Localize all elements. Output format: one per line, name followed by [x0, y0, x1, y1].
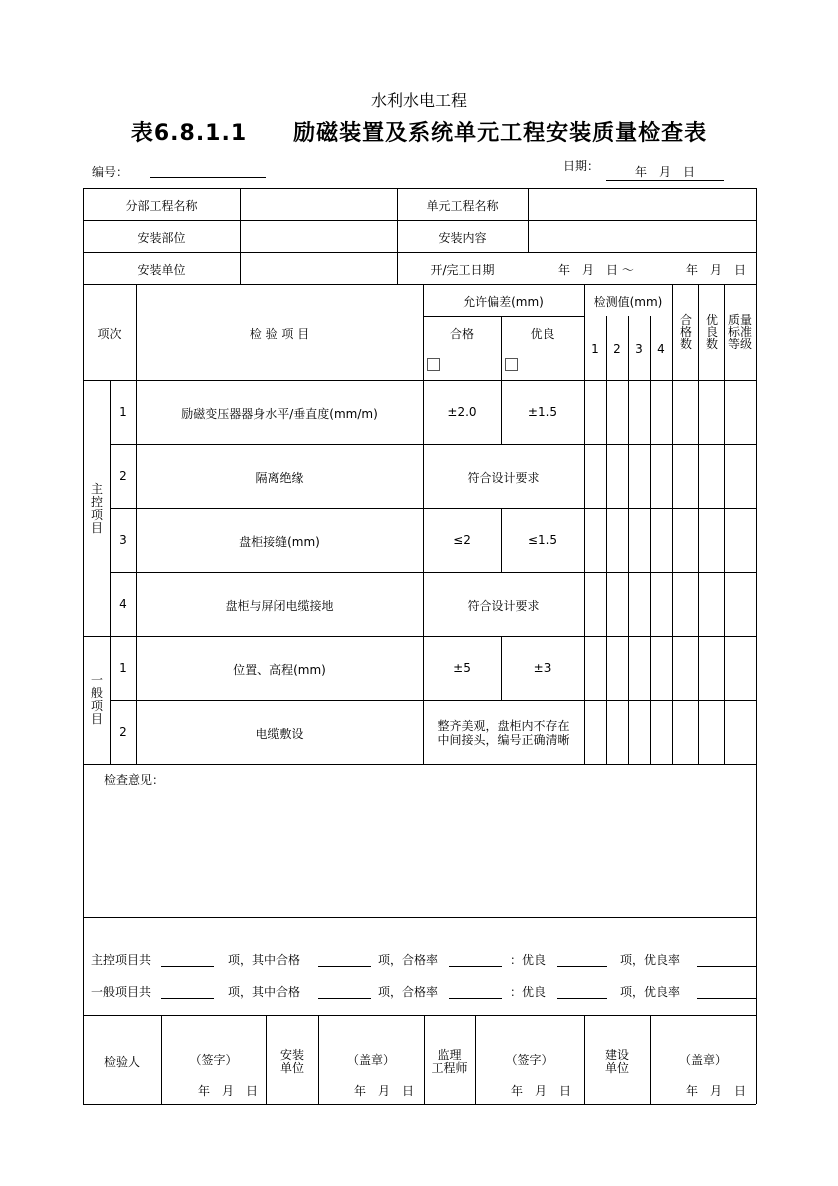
measure-col-1: 1	[591, 342, 599, 356]
general-excellent-field[interactable]	[557, 998, 607, 999]
row-merged: 符合设计要求	[467, 471, 540, 485]
main-rate-field[interactable]	[449, 966, 502, 967]
main-total-field[interactable]	[161, 966, 214, 967]
row-no: 3	[119, 533, 127, 547]
opinion-field[interactable]	[84, 790, 756, 916]
install-unit-date: 年 月 日	[354, 1084, 415, 1098]
row-qualified: ≤2	[453, 533, 471, 547]
supervisor-sign[interactable]: （签字）	[505, 1053, 554, 1067]
code-label: 编号：	[92, 165, 129, 179]
general-summary-excellent-rate: 项，优良率	[620, 985, 681, 999]
row-item: 位置、高程(mm)	[233, 663, 326, 677]
row-no: 2	[119, 469, 127, 483]
construction-unit-label-1: 建设	[604, 1048, 629, 1062]
start-end-label: 开/完工日期	[430, 263, 495, 277]
measure-col-2: 2	[613, 342, 621, 356]
general-summary-prefix: 一般项目共	[91, 985, 152, 999]
construction-unit-label-2: 单位	[604, 1061, 629, 1075]
main-excellent-rate-field[interactable]	[697, 966, 756, 967]
page-subtitle: 水利水电工程	[370, 91, 467, 110]
row-merged-line1: 整齐美观，盘柜内不存在	[437, 719, 570, 733]
general-total-field[interactable]	[161, 998, 214, 999]
install-unit-field[interactable]	[241, 253, 397, 284]
row-qualified: ±2.0	[447, 405, 477, 419]
measure-col-3: 3	[635, 342, 643, 356]
row-qualified: ±5	[453, 661, 471, 675]
main-summary-excellent-rate: 项，优良率	[620, 953, 681, 967]
general-summary-excellent-mid: ：优良	[510, 985, 547, 999]
general-pass-field[interactable]	[318, 998, 371, 999]
pass-count-header: 合格数	[679, 313, 692, 351]
check-item-header: 检 验 项 目	[249, 327, 310, 341]
end-date[interactable]: 年 月 日	[686, 263, 747, 277]
measure-col-4: 4	[657, 342, 665, 356]
main-items-group: 主控项目	[90, 482, 103, 535]
inspector-date: 年 月 日	[198, 1084, 259, 1098]
row-excellent: ±3	[533, 661, 552, 675]
general-rate-field[interactable]	[449, 998, 502, 999]
tolerance-header: 允许偏差(mm)	[463, 295, 544, 309]
date-value[interactable]: 年 月 日	[606, 163, 724, 181]
inspector-sign[interactable]: （签字）	[189, 1053, 238, 1067]
install-content-field[interactable]	[529, 221, 756, 252]
row-merged-line2: 中间接头，编号正确清晰	[437, 733, 570, 747]
install-location-label: 安装部位	[137, 231, 186, 245]
code-field[interactable]	[150, 177, 266, 178]
supervisor-date: 年 月 日	[511, 1084, 572, 1098]
install-unit-label: 安装单位	[137, 263, 186, 277]
row-item: 励磁变压器器身水平/垂直度(mm/m)	[181, 407, 378, 421]
row-item: 电缆敷设	[255, 727, 304, 741]
row-item: 盘柜与屏闭电缆接地	[225, 599, 334, 613]
install-content-label: 安装内容	[438, 231, 487, 245]
main-summary-prefix: 主控项目共	[91, 953, 152, 967]
qualified-checkbox[interactable]	[427, 358, 440, 371]
qualified-header: 合格	[449, 327, 474, 341]
row-item: 隔离绝缘	[255, 471, 304, 485]
unit-project-label: 单元工程名称	[426, 199, 499, 213]
excellent-header: 优良	[530, 327, 555, 341]
general-excellent-rate-field[interactable]	[697, 998, 756, 999]
quality-grade-header: 质量标准等级	[727, 313, 752, 351]
row-excellent: ≤1.5	[527, 533, 558, 547]
install-unit-sign-label-1: 安装	[279, 1048, 304, 1062]
sub-project-field[interactable]	[241, 189, 397, 220]
date-label: 日期：	[563, 159, 600, 173]
construction-unit-stamp[interactable]: （盖章）	[678, 1053, 727, 1067]
row-no: 1	[119, 661, 127, 675]
unit-project-field[interactable]	[529, 189, 756, 220]
main-summary-rate-mid: 项，合格率	[378, 953, 439, 967]
item-no-header: 项次	[97, 327, 122, 341]
install-location-field[interactable]	[241, 221, 397, 252]
row-merged: 符合设计要求	[467, 599, 540, 613]
general-summary-item-mid: 项，其中合格	[228, 985, 301, 999]
general-items-group: 一般项目	[90, 673, 103, 726]
row-item: 盘柜接缝(mm)	[239, 535, 320, 549]
excellent-count-header: 优良数	[705, 313, 718, 351]
opinion-label: 检查意见：	[104, 773, 165, 787]
row-excellent: ±1.5	[527, 405, 558, 419]
measured-header: 检测值(mm)	[593, 295, 663, 309]
sub-project-label: 分部工程名称	[125, 199, 198, 213]
install-unit-sign-label-2: 单位	[279, 1061, 304, 1075]
main-excellent-field[interactable]	[557, 966, 607, 967]
supervisor-label-1: 监理	[437, 1048, 462, 1062]
main-pass-field[interactable]	[318, 966, 371, 967]
install-unit-stamp[interactable]: （盖章）	[346, 1053, 395, 1067]
general-summary-rate-mid: 项，合格率	[378, 985, 439, 999]
row-no: 2	[119, 725, 127, 739]
supervisor-label-2: 工程师	[431, 1061, 468, 1075]
start-date[interactable]: 年 月 日 ～	[558, 263, 634, 277]
row-no: 4	[119, 597, 127, 611]
row-no: 1	[119, 405, 127, 419]
main-summary-excellent-mid: ：优良	[510, 953, 547, 967]
page-title: 表6.8.1.1 励磁装置及系统单元工程安装质量检查表	[130, 121, 708, 146]
inspector-label: 检验人	[103, 1055, 140, 1069]
construction-unit-date: 年 月 日	[686, 1084, 747, 1098]
main-summary-item-mid: 项，其中合格	[228, 953, 301, 967]
excellent-checkbox[interactable]	[505, 358, 518, 371]
